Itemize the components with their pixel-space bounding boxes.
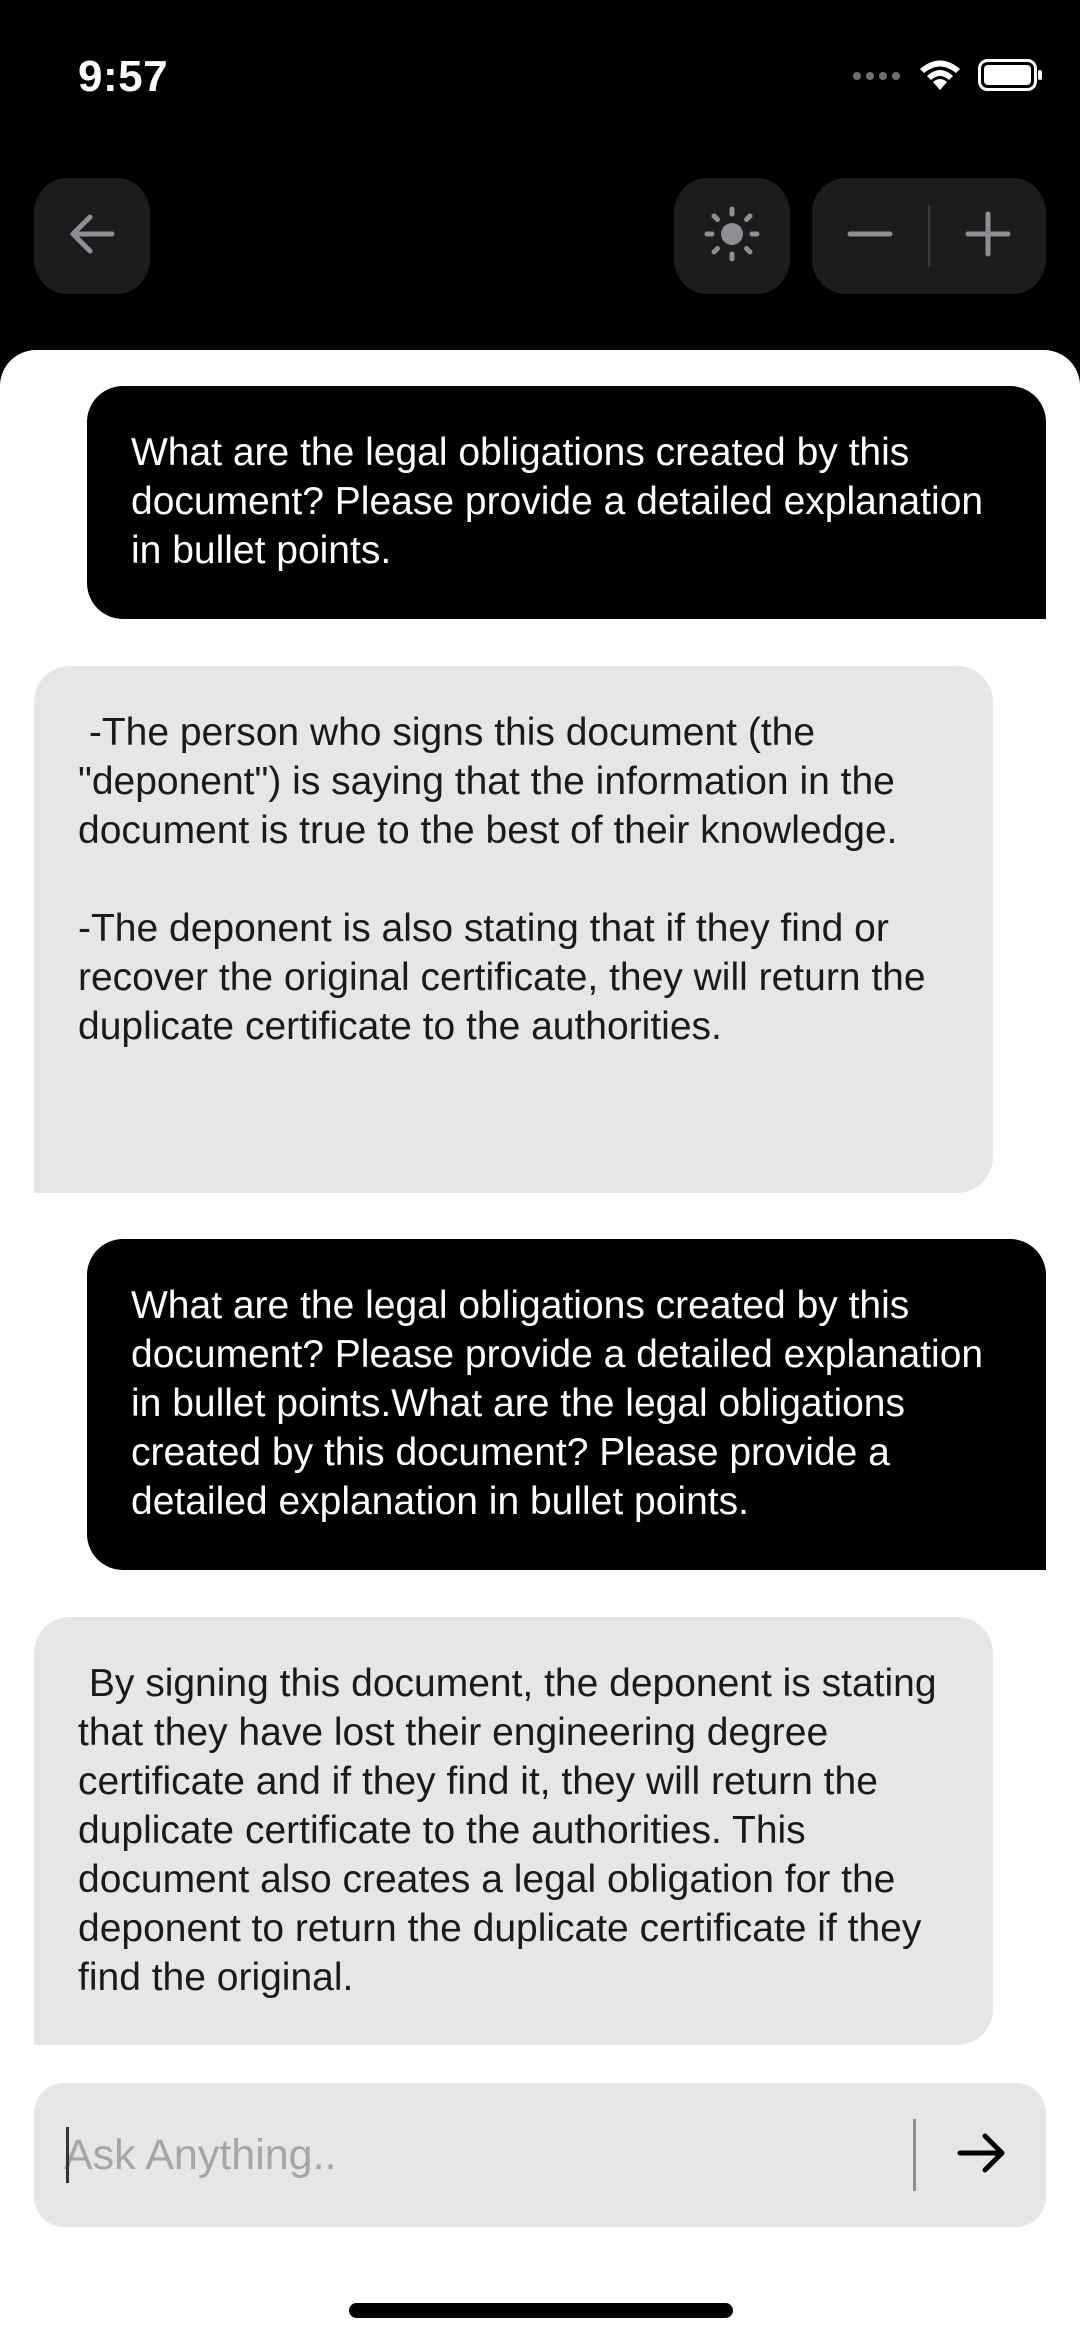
status-icons xyxy=(852,58,1044,97)
chat-panel xyxy=(0,350,1080,2340)
signal-dots-icon xyxy=(852,69,902,87)
user-message: What are the legal obligations created by this document? Please provide a detailed explanation in bullet points. xyxy=(87,386,1046,619)
user-message: What are the legal obligations created by this document? Please provide a detailed explanation in bullet points.What are the legal obligations created by this document? Please provide a detailed explanation in bullet points. xyxy=(87,1239,1046,1570)
message-composer xyxy=(34,2083,1046,2227)
toolbar xyxy=(0,178,1080,294)
arrow-left-icon xyxy=(64,206,120,267)
back-button[interactable] xyxy=(34,178,150,294)
arrow-right-icon xyxy=(954,2125,1010,2186)
zoom-out-button[interactable] xyxy=(812,178,928,294)
text-caret xyxy=(66,2127,69,2183)
assistant-message: -The person who signs this document (the "deponent") is saying that the information in the document is true to the best of their knowledge. -The deponent is also stating that if they find or recover the original certificate, they will return the duplicate certificate to the authorities. xyxy=(34,666,993,1193)
status-time: 9:57 xyxy=(78,52,169,101)
battery-icon xyxy=(978,59,1044,96)
message-input[interactable] xyxy=(64,2083,914,2227)
wifi-icon xyxy=(918,58,962,97)
theme-toggle-button[interactable] xyxy=(674,178,790,294)
assistant-message: By signing this document, the deponent is stating that they have lost their engineering degree certificate and if they find it, they will return the duplicate certificate to the authorities. This document also creates a legal obligation for the deponent to return the duplicate certificate if they find the original. xyxy=(34,1617,993,2045)
home-indicator xyxy=(349,2303,733,2318)
sun-icon xyxy=(703,205,761,268)
status-bar xyxy=(0,0,1080,150)
plus-icon xyxy=(964,210,1012,263)
minus-icon xyxy=(846,210,894,263)
composer-divider xyxy=(913,2119,916,2191)
zoom-in-button[interactable] xyxy=(930,178,1046,294)
send-button[interactable] xyxy=(932,2105,1032,2205)
zoom-control xyxy=(812,178,1046,294)
